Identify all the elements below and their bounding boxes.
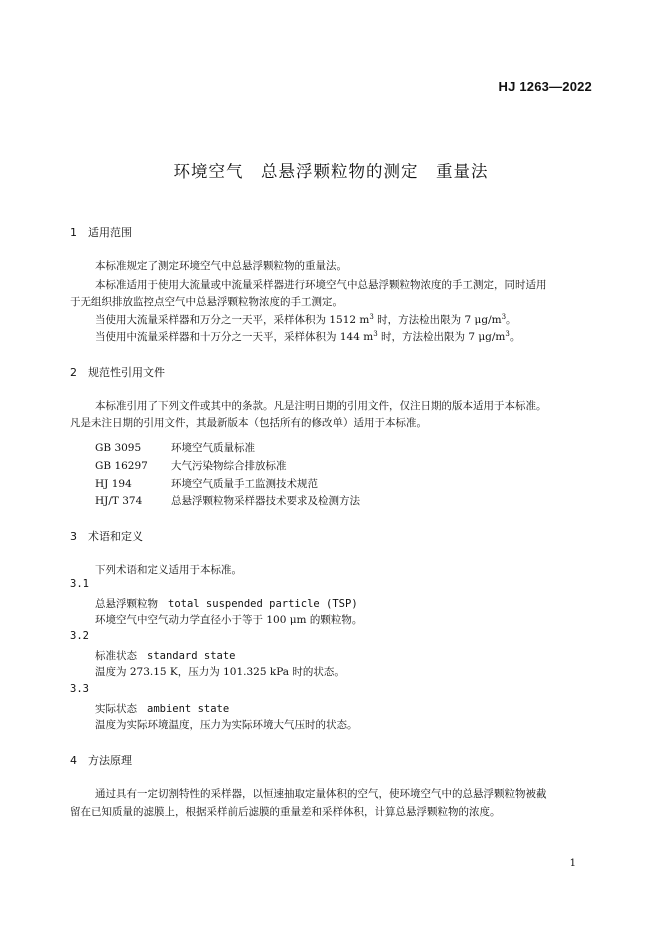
section-number: 1 [70, 226, 77, 239]
s1-paragraph-2-line-1: 本标准适用于使用大流量或中流量采样器进行环境空气中总悬浮颗粒物浓度的手工测定，同时适用 [95, 279, 547, 291]
s3-intro: 下列术语和定义适用于本标准。 [95, 564, 242, 576]
term-number: 3.3 [70, 683, 89, 695]
term-english: total suspended particle (TSP) [168, 598, 358, 610]
s4-paragraph-line-1: 通过具有一定切割特性的采样器，以恒速抽取定量体积的空气，使环境空气中的总悬浮颗粒物被截 [95, 788, 547, 800]
section-number: 3 [70, 530, 77, 543]
s1-paragraph-4 [95, 328, 520, 347]
superscript: 3 [505, 330, 510, 338]
reference-code: GB 16297 [95, 460, 148, 472]
text: 。 [506, 314, 517, 326]
superscript: 3 [369, 313, 374, 321]
document-title: 环境空气 总悬浮颗粒物的测定 重量法 [173, 162, 489, 181]
section-3-heading [70, 528, 143, 544]
term-english: standard state [147, 650, 236, 662]
section-title: 规范性引用文件 [88, 366, 165, 379]
text: 当使用大流量采样器和万分之一天平，采样体积为 1512 m [95, 314, 370, 326]
text: 当使用中流量采样器和十万分之一天平，采样体积为 144 m [95, 331, 374, 343]
section-1-heading [70, 224, 132, 240]
section-title: 方法原理 [88, 754, 132, 767]
term-name [95, 648, 236, 663]
text: 时，方法检出限为 7 μg/m [373, 314, 502, 326]
term-definition: 温度为实际环境温度，压力为实际环境大气压时的状态。 [95, 719, 358, 731]
term-definition: 环境空气中空气动力学直径小于等于 100 μm 的颗粒物。 [95, 614, 363, 626]
section-title: 适用范围 [88, 226, 132, 239]
term-chinese: 总悬浮颗粒物 [95, 598, 158, 610]
section-number: 2 [70, 366, 77, 379]
superscript: 3 [373, 330, 378, 338]
term-name [95, 596, 358, 611]
section-4-heading [70, 752, 132, 768]
section-number: 4 [70, 754, 77, 767]
term-chinese: 实际状态 [95, 703, 137, 715]
s1-paragraph-2-line-2: 于无组织排放监控点空气中总悬浮颗粒物浓度的手工测定。 [70, 296, 343, 308]
reference-title: 总悬浮颗粒物采样器技术要求及检测方法 [171, 495, 360, 507]
reference-title: 环境空气质量手工监测技术规范 [171, 478, 318, 490]
section-title: 术语和定义 [88, 530, 143, 543]
page-number: 1 [569, 858, 576, 869]
section-2-heading [70, 364, 165, 380]
s2-paragraph-line-2: 凡是未注日期的引用文件，其最新版本（包括所有的修改单）适用于本标准。 [70, 417, 427, 429]
s2-paragraph-line-1: 本标准引用了下列文件或其中的条款。凡是注明日期的引用文件，仅注日期的版本适用于本标准。 [95, 400, 547, 412]
reference-code: GB 3095 [95, 442, 142, 454]
reference-code: HJ/T 374 [95, 495, 143, 507]
text: 时，方法检出限为 7 μg/m [377, 331, 506, 343]
superscript: 3 [501, 313, 507, 321]
term-chinese: 标准状态 [95, 650, 137, 662]
term-definition: 温度为 273.15 K，压力为 101.325 kPa 时的状态。 [95, 666, 345, 678]
s4-paragraph-line-2: 留在已知质量的滤膜上，根据采样前后滤膜的重量差和采样体积，计算总悬浮颗粒物的浓度。 [70, 806, 501, 818]
reference-title: 大气污染物综合排放标准 [171, 460, 287, 472]
s1-paragraph-1: 本标准规定了测定环境空气中总悬浮颗粒物的重量法。 [95, 260, 347, 272]
reference-code: HJ 194 [95, 478, 132, 490]
term-english: ambient state [147, 703, 230, 715]
term-number: 3.1 [70, 578, 89, 590]
reference-title: 环境空气质量标准 [171, 442, 255, 454]
text: 。 [509, 331, 521, 343]
standard-code: HJ 1263—2022 [498, 79, 592, 94]
term-number: 3.2 [70, 630, 89, 642]
term-name [95, 701, 229, 716]
